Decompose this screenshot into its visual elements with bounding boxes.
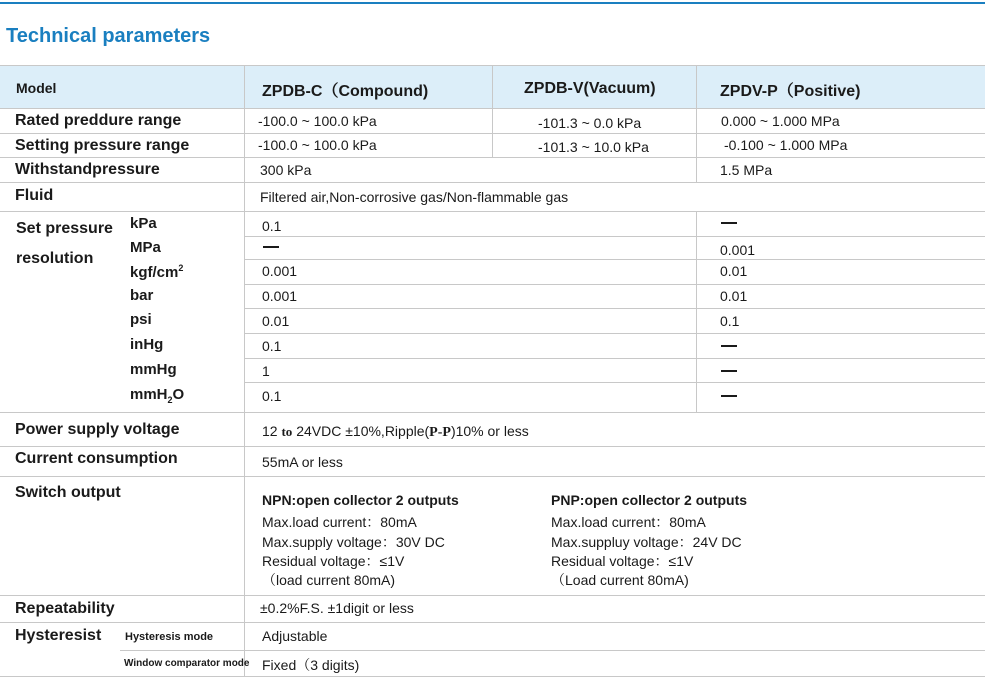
withstand-positive: 1.5 MPa [720, 162, 773, 178]
setting-range-vacuum: -101.3 ~ 10.0 kPa [538, 139, 649, 155]
withstand-compound-vacuum: 300 kPa [260, 162, 312, 178]
row-border [244, 308, 985, 309]
row-border [0, 446, 985, 447]
res-psi-cv: 0.01 [262, 313, 290, 329]
header-positive: ZPDV-P（Positive) [720, 83, 861, 100]
switch-output-label: Switch output [15, 484, 121, 501]
row-border [244, 284, 985, 285]
res-kpa-cv: 0.1 [262, 218, 282, 234]
repeatability-label: Repeatability [15, 600, 115, 617]
window-comparator-mode-value: Fixed（3 digits) [262, 657, 360, 673]
row-border [0, 182, 985, 183]
pnp-residual-voltage: Residual voltage：≤1V [551, 553, 694, 569]
unit-bar: bar [130, 287, 154, 304]
column-border [696, 211, 697, 412]
withstand-label: Withstandpressure [15, 161, 160, 178]
pnp-load-note: （Load current 80mA) [551, 572, 689, 588]
pnp-load-current: Max.load current：80mA [551, 514, 706, 530]
setting-range-positive: -0.100 ~ 1.000 MPa [724, 137, 848, 153]
power-label: Power supply voltage [15, 421, 180, 438]
header-model: Model [16, 80, 57, 96]
npn-load-current: Max.load current：80mA [262, 514, 417, 530]
table-bottom-border [0, 676, 985, 677]
section-heading: Technical parameters [6, 25, 211, 47]
hysteresis-label: Hysteresist [15, 627, 102, 644]
row-border [244, 259, 985, 260]
row-border [244, 236, 985, 237]
row-border [244, 333, 985, 334]
repeatability-value: ±0.2%F.S. ±1digit or less [260, 600, 414, 616]
resolution-label-line2: resolution [16, 250, 94, 267]
row-border [0, 476, 985, 477]
header-compound: ZPDB-C（Compound) [262, 83, 429, 100]
res-kpa-p-dash [721, 222, 737, 224]
row-border [0, 211, 985, 212]
res-bar-cv: 0.001 [262, 288, 298, 304]
res-bar-p: 0.01 [720, 288, 748, 304]
row-border [0, 412, 985, 413]
unit-mpa: MPa [130, 239, 161, 256]
column-border [696, 65, 697, 182]
window-comparator-mode-label: Window comparator mode [124, 658, 250, 669]
row-border [244, 358, 985, 359]
column-border [492, 65, 493, 157]
res-mmh2o-cv: 0.1 [262, 388, 282, 404]
current-value: 55mA or less [262, 454, 343, 470]
pnp-supply-voltage: Max.suppluy voltage：24V DC [551, 534, 742, 550]
res-inhg-p-dash [721, 345, 737, 347]
npn-supply-voltage: Max.supply voltage：30V DC [262, 534, 445, 550]
unit-mmhg: mmHg [130, 361, 177, 378]
res-kgfcm2-cv: 0.001 [262, 263, 298, 279]
res-kgfcm2-p: 0.01 [720, 263, 748, 279]
res-inhg-cv: 0.1 [262, 338, 282, 354]
column-border [244, 65, 245, 676]
row-border [0, 157, 985, 158]
res-mpa-cv-dash [263, 246, 279, 248]
unit-kgfcm2: kgf/$cm^2$ [130, 263, 184, 281]
rated-range-vacuum: -101.3 ~ 0.0 kPa [538, 115, 642, 131]
row-border [244, 382, 985, 383]
power-value: 12 to 24VDC ±10%,Ripple(P-P)10% or less [262, 423, 529, 440]
res-mpa-p: 0.001 [720, 242, 756, 258]
row-border [0, 622, 985, 623]
rated-range-label: Rated preddure range [15, 112, 182, 129]
row-border [0, 595, 985, 596]
res-psi-p: 0.1 [720, 313, 740, 329]
unit-kpa: kPa [130, 215, 157, 232]
unit-psi: psi [130, 311, 152, 328]
rated-range-positive: 0.000 ~ 1.000 MPa [721, 113, 840, 129]
npn-residual-voltage: Residual voltage：≤1V [262, 553, 405, 569]
current-label: Current consumption [15, 450, 178, 467]
unit-inhg: inHg [130, 336, 164, 353]
rated-range-compound: -100.0 ~ 100.0 kPa [258, 113, 377, 129]
fluid-label: Fluid [15, 187, 54, 204]
res-mmhg-p-dash [721, 370, 737, 372]
setting-range-label: Setting pressure range [15, 137, 190, 154]
pnp-title: PNP:open collector 2 outputs [551, 492, 748, 508]
setting-range-compound: -100.0 ~ 100.0 kPa [258, 137, 377, 153]
hysteresis-mode-value: Adjustable [262, 628, 328, 644]
unit-mmh2o: mmH$_2$O [130, 386, 185, 405]
hysteresis-mode-label: Hysteresis mode [125, 631, 214, 643]
npn-load-note: （load current 80mA) [262, 572, 396, 588]
top-rule [0, 2, 985, 4]
npn-title: NPN:open collector 2 outputs [262, 492, 459, 508]
resolution-label-line1: Set pressure [16, 220, 113, 237]
row-border [120, 650, 985, 651]
fluid-value: Filtered air,Non-corrosive gas/Non-flammable gas [260, 189, 569, 205]
header-vacuum: ZPDB-V(Vacuum) [524, 80, 656, 97]
res-mmh2o-p-dash [721, 395, 737, 397]
res-mmhg-cv: 1 [262, 363, 270, 379]
